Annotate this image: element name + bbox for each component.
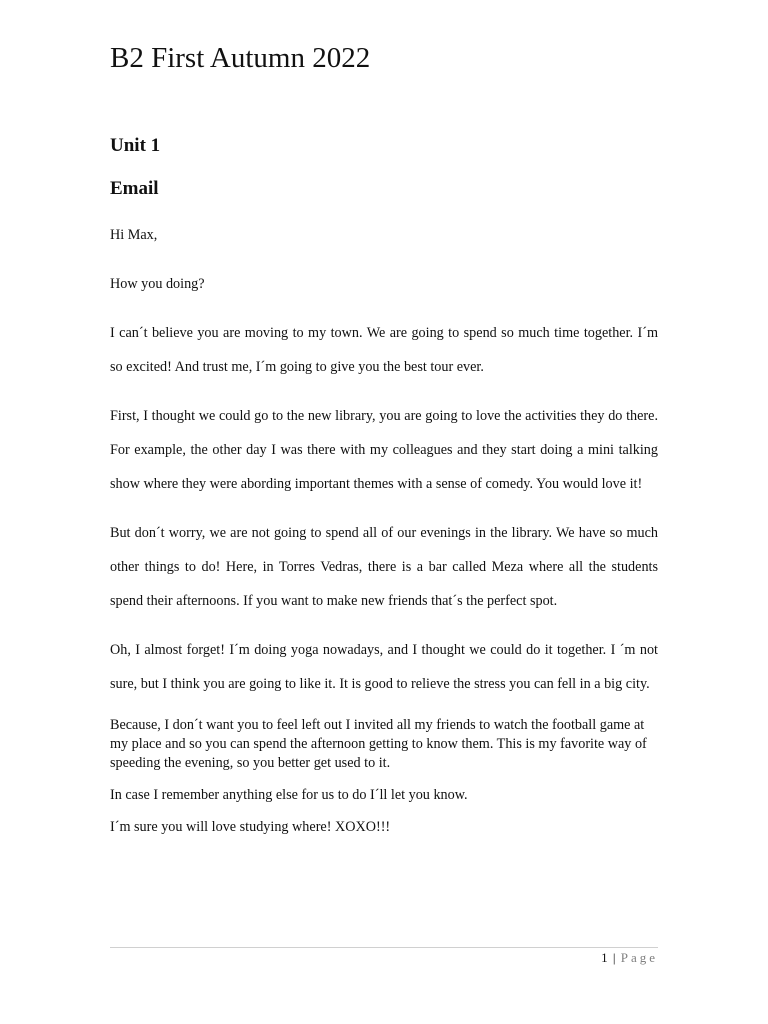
- letter-paragraph: How you doing?: [110, 276, 205, 292]
- letter-body: [110, 218, 658, 850]
- letter-signoff: I´m sure you will love studying where! XOXO!!!: [110, 819, 391, 835]
- letter-paragraph: In case I remember anything else for us to do I´ll let you know.: [110, 787, 468, 803]
- page-label: Page: [620, 950, 658, 965]
- document-title: B2 First Autumn 2022: [110, 42, 371, 74]
- letter-greeting: Hi Max,: [110, 227, 158, 243]
- footer-divider: [110, 947, 658, 948]
- letter-paragraph: But don´t worry, we are not going to spend all of our evenings in the library. We have so much other things to do! Here, in Torres Vedras, there is a bar called Meza where all the students spend their afternoons. If you want to make new friends that´s the perfect spot.: [110, 525, 658, 609]
- letter-paragraph: First, I thought we could go to the new library, you are going to love the activities they do there. For example, the other day I was there with my colleagues and they start doing a mini talking show where they were abording important themes with a sense of comedy. You would love it!: [110, 408, 658, 492]
- letter-paragraph: I can´t believe you are moving to my town. We are going to spend so much time together. I´m so excited! And trust me, I´m going to give you the best tour ever.: [110, 325, 658, 375]
- footer-separator: |: [612, 950, 616, 965]
- letter-paragraph: Oh, I almost forget! I´m doing yoga nowadays, and I thought we could do it together. I ´m not sure, but I think you are going to like it. It is good to relieve the stress you can fell in a big city.: [110, 642, 658, 692]
- page-number: 1: [601, 950, 608, 965]
- unit-heading: Unit 1: [110, 135, 161, 156]
- page-footer: [601, 950, 658, 966]
- letter-paragraph: Because, I don´t want you to feel left out I invited all my friends to watch the football game at my place and so you can spend the afternoon getting to know them. This is my favorite way of speeding the evening, so you better get used to it.: [110, 717, 647, 771]
- section-heading: Email: [110, 178, 159, 199]
